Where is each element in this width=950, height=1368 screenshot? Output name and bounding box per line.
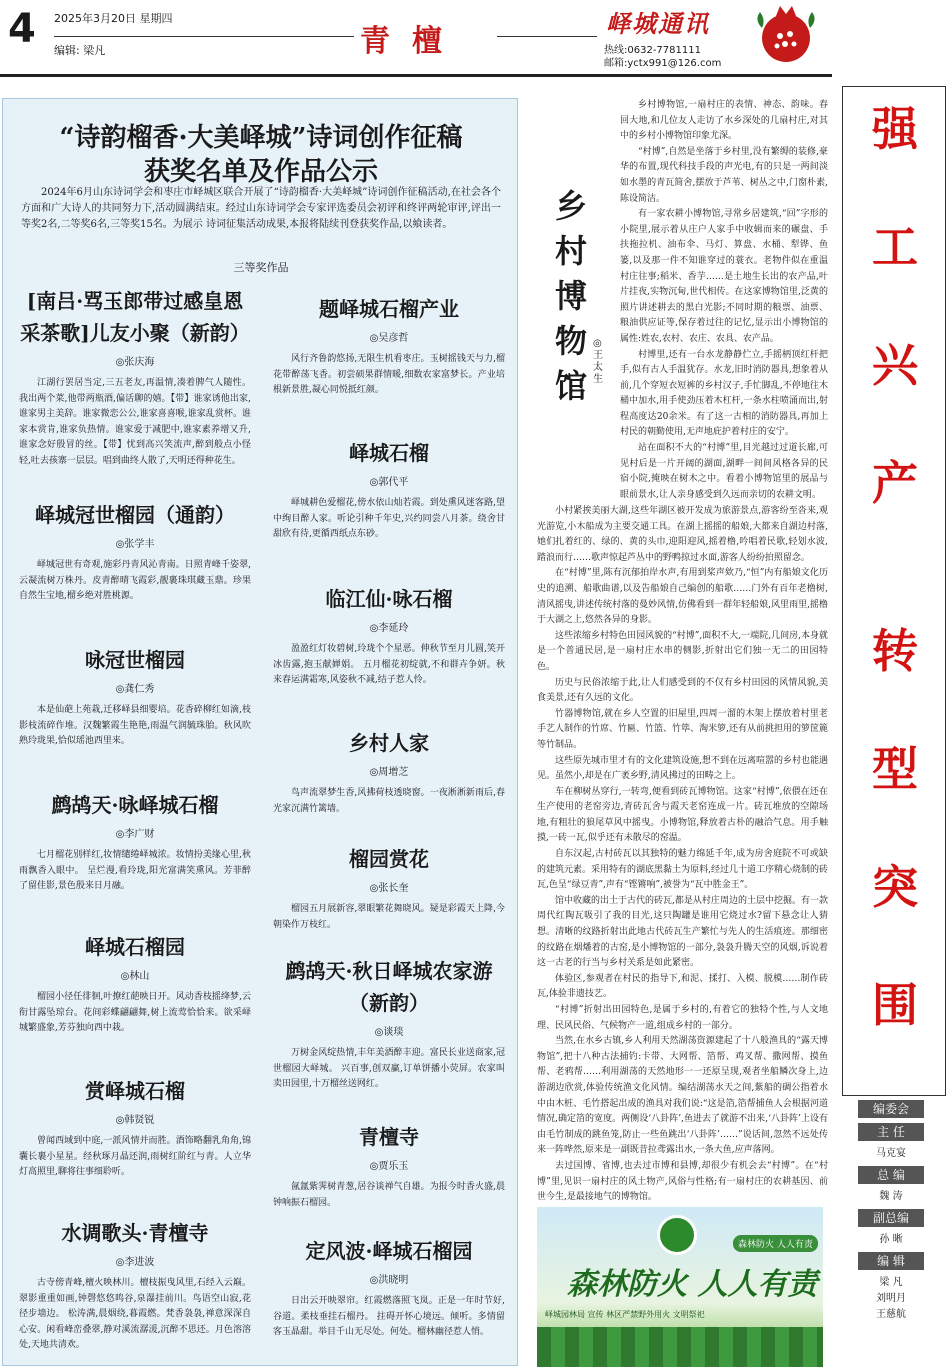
slogan-char: 产 (872, 456, 918, 510)
poem-title: 峄城石榴园 (85, 935, 185, 959)
article-body-bottom (537, 504, 828, 1204)
poem (273, 437, 505, 543)
poem-author: ◎张庆海 (115, 357, 155, 368)
poem-author: ◎林山 (120, 971, 150, 982)
article-paragraph: 有一家农耕小博物馆,寻常乡居建筑,“回”字形的小院里,展示着从庄户人家手中收辑而来的碾盘、手扶拖拉机、油布伞、马灯、算盘、水桶、犁铧、鱼篓,以及那一件不知谁穿过的蓑衣。老物件似在重温村庄往事;稻米、香芋……是土地生长出的农产品,叶片挂夜,实物沉甸,世代相传。在这家博物馆里,泛黄的照片讲述耕去的黑白光影;不同时期的粮票、油票、粮油供应证等,保存着过往的记忆,显示出小博物馆的属性:姓农,农村、农庄、农具、农产品。 (620, 209, 828, 344)
poem (19, 285, 251, 469)
article-paragraph: 这些浓缩乡村特色田园风貌的“村博”,面积不大,一端院,几间房,本身就是一个普通民居,是一扇村庄水串的侧影,折射出它们独一无二的田园特色。 (537, 630, 828, 672)
poem-body: 曾闻西域到中庭,一派风情并而胜。酒饰略翻乳角角,锦囊长裹小星星。经秋琢月晶还润,雨树红阶红与青。人立华灯高照里,聊将往事细聆听。 (19, 1136, 251, 1177)
poem-body: 日出云开映翠帘。红霞燃落照飞岚。正是一年时节好,谷道。柔枝垂挂石榴丹。 拄碍开怀心境远。倾听。多情留客玉晶甜。举目千山无尽处。何处。榴林幽径惹人悄。 (273, 1296, 505, 1337)
article-paragraph: 去过国博、省博,也去过市博和县博,却很少有机会去“村博”。在“村博”里,见识一扇村庄的风土物产,风俗与性格;有一扇村庄的农耕基因、前世今生,是最接地气的博物馆。 (537, 1160, 828, 1203)
poem-body: 七月榴花别样红,妆情缱绻峄城浓。妆情扮美缘心里,秋雨飘香入眼中。 呈烂漫,看玲珑,阳光富满笑熏风。芳菲醉了留佳影,景色殷来日月融。 (19, 850, 251, 891)
poem-author: ◎贾乐玉 (369, 1161, 409, 1172)
poem-title: 峄城石榴 (349, 441, 429, 465)
issue-date: 2025年3月20日 星期四 (54, 12, 173, 25)
poem-body: 峄城耕色爱榴花,傍水依山灿若霞。到处熏风迷客路,望中绚目醉人家。听论引种千年史,兴约同尝八月茶。绕舍甘甜欣有待,更循西纸点东砂。 (273, 498, 505, 539)
panel-title-line2: 获奖名单及作品公示 (143, 157, 378, 187)
article-title: 乡村博物馆 (554, 187, 587, 405)
newspaper-brand: 峄城通讯 (606, 9, 710, 38)
editor-name: 刘明月 (876, 1293, 906, 1304)
trees-graphic (537, 1327, 823, 1367)
poem (273, 727, 505, 817)
poem-title: 定风波·峄城石榴园 (305, 1239, 473, 1263)
editor-name: 梁 凡 (879, 1277, 903, 1288)
editor-name: 王慈航 (876, 1309, 906, 1320)
page-header (0, 0, 950, 80)
panel-intro: 2024年6月山东诗词学会和枣庄市峄城区联合开展了“诗韵榴香·大美峄城”诗词创作征稿活动,在社会各个方面和广大诗人的共同努力下,活动圆满结束。经过山东诗词学会专家评选委员会初评和终评两轮审评,评出一等奖2名,二等奖6名,三等奖15名。为展示 诗词征集活动成果,本报将陆续刊登获奖作品,以飨读者。 (21, 187, 501, 230)
poem-title: 峄城冠世榴园（通韵） (35, 503, 235, 527)
article-paragraph: 在“村博”里,陈有沉郁拍岸水声,有用到桨声欸乃,“恒”内有船娘文化历史的追溯、船歌曲谱,以及告船娘自己编创的船歌……门外有百年老橹树,清风摇曳,讲述传统村落的曼妙风情,仿佛看到一群年轻船娘,风里雨里,摇橹于大湖之上,悠然各异的身影。 (537, 568, 828, 626)
article-paragraph: 当然,在水乡古镇,乡人利用天然湖荡资源建起了十八般渔具的“露天博物馆”,把十八种古法捕钓:卡带、大网帮、箔帮、鸡叉帮、撒网帮、摸鱼帮、老鸦帮……利用湖荡的天然地形一一还原呈现,观者坐船鳞次身上,边游湖边欣赏,体验传统渔文化风情。编结湖荡水天之间,紫船的碉公指着水中由木桩、毛竹搭起出成的渔具对我们说:“这是箔,箔帮捕鱼人会根据河道情况,确定箔的宽度。两侧设‘八卦阵’,鱼进去了就游不出来,‘八卦阵’上设有由毛竹制成的跳鱼笼,防止一些鱼跳出‘八卦阵’……”说话间,忽然不远处传来一阵哗然,原来是一副既昔拉鸢露出水,一条大鱼,应声落网。 (537, 1036, 828, 1156)
page-number: 4 (8, 6, 36, 52)
poem-author: ◎龚仁秀 (115, 684, 155, 695)
article-paragraph: “村博”折射出田园特色,是属于乡村的,有着它的独特个性,与人文地理、民风民俗、气候物产一道,组成乡村的一部分。 (537, 1005, 828, 1031)
editor-label: 编 辑 (858, 1252, 924, 1270)
deputy-name: 孙 晰 (879, 1234, 903, 1245)
article-paragraph: 馆中收藏的出土于古代的砖瓦,都是从村庄周边的土层中挖掘。有一款周代红陶瓦吸引了我的目光,这只陶罐是谁用它烧过水?留下悬念让人猜想。清晰的纹路折射出此地古代砖瓦生产繁忙与先人的生活痕迹。那细密的纹路在烟燔着的古窑,是小博物馆的一部分,袅袅升腾天空的风烟,诉说着这一古老的行当与乡村关系是如此紧密。 (537, 895, 828, 969)
email: 邮箱:yctx991@126.com (604, 58, 722, 69)
article-paragraph: 车在柳树丛穿行,一转弯,便看到砖瓦博物馆。这家“村博”,依偎在还在生产使用的老窑旁边,青砖瓦舍与霞天老窑连成一片。砖瓦堆放的空隙场地,有粗壮的狼尾草风中摇曳。小博物馆,释放着古朴的融洽气息。用手触摸,一砖一瓦,似乎还有未散尽的窑温。 (537, 786, 828, 844)
article-paragraph: “村博”,自然是坐落于乡村里,没有繁缛的装修,豪华的布置,现代科技手段的声光电,有的只是一两间淡如水墨的青瓦简舍,摆放于芦苇、树丛之中,门窗朴素,陈设简洁。 (620, 146, 828, 204)
header-divider-right (497, 36, 597, 37)
poem (273, 843, 505, 933)
poem-title: 青檀寺 (359, 1125, 419, 1149)
poem-body: 江湖行罢居当定,三五老友,再温情,凑着脾气人随性。我出两个菜,他带两瓶酒,偏话聊的嬉。【带】谁家诱他出家,谁家男主美辞。谁家微恋公公,谁家喜喜喉,谁家乱赏杯。谁家本赏肯,谁家负热情。谁家爱于减肥中,谁家素养增又升,谁家念好殷冒的丝。【带】忧到高兴笑流声,醉到般点小怪轻,吐去孩寨一层层。唱到曲终人散了,天明还得种花生。 (19, 378, 251, 466)
poem (19, 644, 251, 750)
slogan-char: 工 (872, 220, 918, 274)
ad-tag: 森林防火 人人有责 (733, 1235, 818, 1252)
pomegranate-logo-icon (752, 0, 820, 70)
ad-footer: 峄城园林局 宣传 林区严禁野外用火 文明祭祀 (545, 1310, 705, 1319)
poem-author: ◎张学丰 (115, 539, 155, 550)
poem-author: ◎李延玲 (369, 623, 409, 634)
article-paragraph: 小村紧挨美丽大湖,这些年湖区被开发成为旅游景点,游客纷至沓来,观光游览,小木船成为主要交通工具。在湖上摇摇的船娘,大都来自湖边村落,她们扎着红的、绿的、黄的头巾,迎阳迎风,摇着橹,吟唱着民歌,轻划水波,踏浪而行……歌声惊起芦丛中的野鸭掠过水面,游客人纷纷拍照留念。 (537, 506, 828, 563)
poem-author: ◎吴彦哲 (369, 333, 409, 344)
poem-title: 水调歌头·青檀寺 (61, 1221, 209, 1245)
poem-author: ◎谈琰 (374, 1027, 404, 1038)
poem-author: ◎郭代平 (369, 477, 409, 488)
poem-author: ◎韩贤锐 (115, 1115, 155, 1126)
poem (273, 293, 505, 399)
poem-author: ◎周增芝 (369, 767, 409, 778)
poem (273, 583, 505, 689)
article-paragraph: 竹器博物馆,就在乡人空置的旧屋里,四周一溜的木架上摆放着村里老手艺人制作的竹席、竹匾、竹篮、竹筚、淘米箩,还有从前挑担用的箩筐簏等竹制品。 (537, 708, 828, 750)
editorial-committee (858, 1100, 924, 1323)
poem-body: 古寺傍青峰,檀火映林川。檀枝振曳风里,石经入云巅。翠影重重如画,钟磬悠悠鸣谷,泉瀑挂前川。鸟语空山寂,花径步墙边。 松涛满,晨烟绕,暮霞燃。梵香袅袅,禅意深深自心安。闲看峰峦叠翠,静对溪流潺湲,沉醉不思还。月色溶溶处,天地共清欢。 (19, 1278, 251, 1350)
poem-title: 咏冠世榴园 (85, 648, 185, 672)
poem-author: ◎李广财 (115, 829, 155, 840)
poem-title: 乡村人家 (349, 731, 429, 755)
director-label: 主 任 (858, 1123, 924, 1141)
poem (19, 1217, 251, 1354)
slogan-char: 强 (872, 102, 918, 156)
slogan-char: 兴 (872, 338, 918, 392)
page-editor: 编辑: 梁凡 (54, 44, 106, 57)
poem-body: 万树金风绽热情,丰年美酒醉丰迎。富民长业送商家,冠世榴园大峄城。 兴百事,创双赢,订单饼播小荧屏。农家叫卖田园里,十万榴丝送网红。 (273, 1048, 505, 1089)
section-title: 青檀 (360, 24, 464, 59)
poem (19, 1075, 251, 1181)
article-paragraph: 村博里,还有一台水龙静静伫立,手摇柄顶红杆把手,似有古人手温犹存。水龙,旧时消防器具,想象着从前,几个穿短衣短裤的乡村汉子,手忙脚乱,不停地往木桶中加水,用手使劲压着木杠杆,一条水柱喷涌而出,射程高度达20余米。有了这一古相的消防器具,再加上村民的朝勤使用,无声地庇护着村庄的安宁。 (620, 349, 828, 438)
article-paragraph: 自东汉起,古村砖瓦以其独特的魅力绵延千年,成为房舍庭院不可或缺的建筑元素。采用特有的湖底黑黏土为原料,经过几十道工序精心烧制的砖瓦,色呈“绿豆青”,声有“铿锵响”,被誉为“瓦中胜金王”。 (537, 849, 828, 891)
header-rule (0, 74, 832, 77)
poem-title: [南吕·骂玉郎带过感皇恩采茶歌]儿友小聚（新韵） (20, 289, 250, 345)
poem-body: 本是仙葩上苑栽,迁移峄县细婴培。花香碎柳红如滴,枝影枝流碎作堆。汉魏繁霞生艳艳,雨温气润毓珠胎。秋风吹熟玲珑果,恰似瑶池西里来。 (19, 705, 251, 746)
panel-title-line1: “诗韵榴香·大美峄城”诗词创作征稿 (59, 123, 463, 153)
poem-body: 氤氲紫霁树青葱,居谷谈禅气自雄。为报今时香火盛,晨钟响振石榴园。 (273, 1182, 505, 1208)
poem-title: 临江仙·咏石榴 (325, 587, 453, 611)
poem-author: ◎李进波 (115, 1257, 155, 1268)
poem-body: 风行齐鲁韵悠扬,无限生机看枣庄。玉树摇钱天与力,榴花带醉荡飞香。初尝硕果群情暖,细数农家富梦长。产业培根新景胜,凝心同悦抵红颜。 (273, 354, 505, 395)
article-paragraph: 乡村博物馆,一扇村庄的表情、神态、韵味。春回大地,和几位友人走访了水乡深处的几扇村庄,对其中的乡村小博物馆印象尤深。 (620, 100, 828, 142)
hotline: 热线:0632-7781111 (604, 45, 701, 56)
poem-author: ◎张长奎 (369, 883, 409, 894)
poetry-panel (2, 98, 518, 1366)
ad-title: 森林防火 人人有责 (567, 1267, 818, 1302)
poem-author: ◎洪晓明 (369, 1275, 409, 1286)
article-paragraph: 历史与民俗浓缩于此,让人们感受到的不仅有乡村田园的风情风貌,美食美景,还有久远的文化。 (537, 677, 828, 704)
poem-body: 鸟声流翠梦生香,风拂荷枝透晓窗。一夜淅淅新雨后,春光家沉满竹篱墙。 (273, 788, 505, 814)
award-subhead: 三等奖作品 (233, 261, 289, 274)
article-paragraph: 站在面积不大的“村博”里,目光越过过道长廊,可见村后是一片开阔的湖面,湖畔一间间风格各异的民宿小院,掩映在树木之中。看着小博物馆里的展品与眼前景水,让人亲身感受到久远而亲切的农耕文明。 (620, 443, 828, 500)
poem (273, 1121, 505, 1211)
poem (273, 1235, 505, 1341)
article-paragraph: 这些原先城市里才有的文化建筑设施,想不到在远离喧嚣的乡村也能遇见。虽然小,却是在广袤乡野,清风拂过的田畴之上。 (537, 755, 828, 782)
chief-label: 总 编 (858, 1166, 924, 1184)
poem (273, 955, 505, 1093)
slogan-char: 围 (872, 978, 918, 1032)
article-paragraph: 体验区,参观者在村民的指导下,和泥、揉打、入模、脱模……制作砖瓦,体验非遗技艺。 (537, 973, 828, 1000)
poem-body: 盈盈红灯妆碧树,玲珑个个星恶。伸秋节至月儿圆,笑开冰齿露,抱玉献婵娟。 五月榴花初绽就,不和群卉争妍。秋来春运满霜寒,风姿秋不减,结子惹人怜。 (273, 644, 505, 685)
header-divider (54, 36, 354, 37)
poem-title: 鹧鸪天·秋日峄城农家游（新韵） (285, 959, 493, 1015)
poem-title: 题峄城石榴产业 (319, 297, 459, 321)
forest-badge-icon (657, 1215, 697, 1255)
committee-label: 编委会 (858, 1100, 924, 1118)
poem-title: 鹧鸪天·咏峄城石榴 (51, 793, 219, 817)
poem-body: 榴园小径任徘徊,叶撩红葩映日开。风动香枝摇绛梦,云衔甘露坠琼台。花间彩蝶翩翩舞,树上流莺恰恰来。欲采峄城繁盛象,芳芬独向西中栽。 (19, 992, 251, 1033)
poem-body: 榴园五月展新容,翠眼繁花舞晓风。疑是彩霞天上降,今朝染作万枝红。 (273, 904, 505, 930)
poem-title: 榴园赏花 (349, 847, 429, 871)
slogan-char: 突 (872, 860, 918, 914)
director-name: 马克宴 (876, 1148, 906, 1159)
poem-title: 赏峄城石榴 (85, 1079, 185, 1103)
slogan-char: 型 (872, 742, 918, 796)
deputy-label: 副总编 (858, 1209, 924, 1227)
poem (19, 931, 251, 1037)
article-author: ◎王太生 (593, 338, 603, 385)
forest-fire-ad (537, 1207, 823, 1367)
slogan-char: 转 (872, 624, 918, 678)
chief-name: 魏 涛 (879, 1191, 903, 1202)
poem-body: 峄城冠世有奇观,施彩丹青风沁青南。日照青峰千姿翠,云凝流树万株丹。皮青醉晴飞霞彩,靓裹珠琪藏玉鼎。珍果自然生宝地,榴乡绝对胜桃源。 (19, 560, 251, 601)
poem (19, 499, 251, 605)
poem (19, 789, 251, 895)
slogan-banner (842, 86, 946, 1096)
article-body-top (620, 98, 828, 503)
